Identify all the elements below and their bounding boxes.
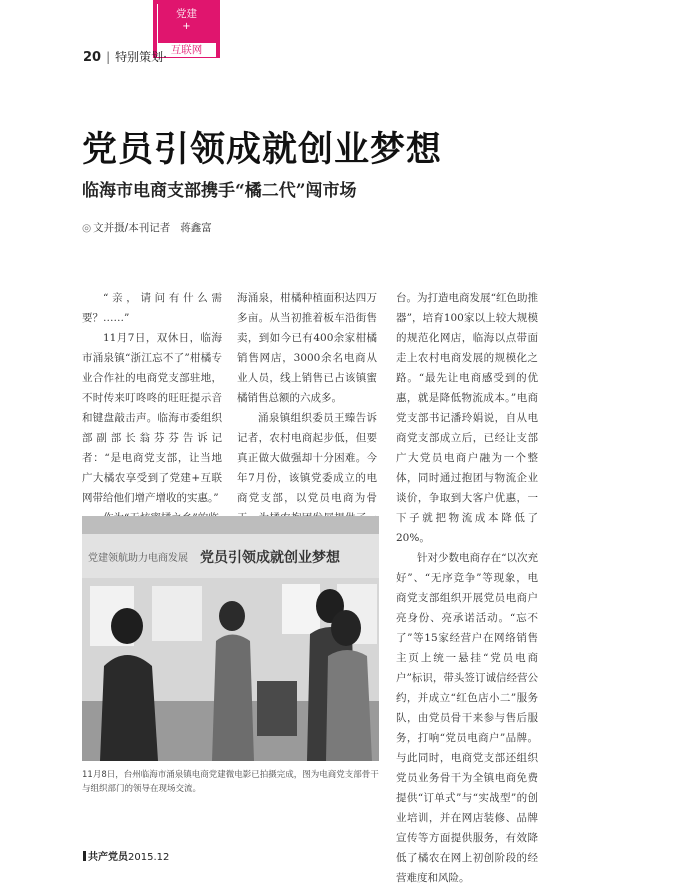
paragraph: 针对少数电商存在“以次充好”、“无序竞争”等现象，电商党支部组织开展党员电商户亮身份、亮承诺活动。“忘不了”等15家经营户在网络销售主页上统一悬挂“党员电商户”标识，带头签订诚信经营公约，并成立“红色店小二”服务队，由党员骨干来参与售后服务，打响“党员电商户”品牌。与此同时，电商党支部还组织党员业务骨干为全镇电商免费提供“订单式”与“实战型”的创业培训，并在网店装修、品牌宣传等方面提供服务，有效降低了橘农在网上初创阶段的经营难度和风险。 xyxy=(396,552,538,884)
article-photo xyxy=(82,516,379,761)
section-name: 特别策划· xyxy=(115,50,167,64)
header-divider: | xyxy=(106,50,111,64)
page-footer xyxy=(83,848,169,863)
article-subtitle: 临海市电商支部携手“橘二代”闯市场 xyxy=(82,181,357,201)
photo-banner-left: 党建领航助力电商发展 xyxy=(88,553,188,564)
text-column-2 xyxy=(237,288,377,548)
text-column-1 xyxy=(82,288,222,528)
byline-credit: 文并摄/本刊记者 xyxy=(93,222,171,234)
page-number: 20 xyxy=(83,50,102,65)
photo-banner-right: 党员引领成就创业梦想 xyxy=(200,550,340,566)
byline xyxy=(82,220,212,235)
article-title: 党员引领成就创业梦想 xyxy=(82,129,443,170)
byline-author: 蒋鑫富 xyxy=(180,222,212,234)
magazine-name: 共产党员 xyxy=(88,852,128,863)
paragraph: 台。为打造电商发展“红色助推器”，培育100家以上较大规模的规范化网店，临海以点带面走上农村电商发展的规模化之路。“最先让电商感受到的优惠，就是降低物流成本。”电商党支部书记潘玲娟说，自从电商党支部成立后，已经让支部广大党员电商户融为一个整体，同时通过抱团与物流企业谈价，争取到大客户优惠，一下子就把物流成本降低了20%。 xyxy=(396,292,538,544)
section-tab-top: 党建 xyxy=(176,8,197,20)
byline-mark: ◎ xyxy=(82,222,92,234)
page-header xyxy=(83,48,167,65)
section-tab-plus: + xyxy=(182,21,191,32)
paragraph: 涌泉镇组织委员王臻告诉记者，农村电商起步低，但要真正做大做强却十分困难。今年7月份，该镇党委成立的电商党支部，以党员电商为骨 xyxy=(237,412,377,504)
text-column-3 xyxy=(396,288,538,888)
footer-logo-mark xyxy=(83,851,86,861)
issue-number: 2015.12 xyxy=(128,852,170,863)
photo-caption: 11月8日，台州临海市涌泉镇电商党建微电影已拍摄完成，图为电商党支部骨干与组织部门的领导在现场交流。 xyxy=(82,770,379,794)
paragraph: 海涌泉，柑橘种植面积达四万多亩。从当初推着板车沿街售卖，到如今已有400余家柑橘销售网店，3000余名电商从业人员，线上销售已占该镇蜜橘销售总额的六成多。 xyxy=(237,292,377,404)
photo-illustration xyxy=(82,516,379,761)
paragraph: “亲，请问有什么需要？……” xyxy=(82,292,222,324)
paragraph: 11月7日，双休日，临海市涌泉镇“浙江忘不了”柑橘专业合作社的电商党支部驻地，不时传来叮咚咚的旺旺提示音和键盘敲击声。临海市委组织部副部长翁芬芬告诉记者：“是电商党支部，让当地广大橘农享受到了党建+互联网带给他们增产增收的实惠。” xyxy=(82,332,222,504)
section-tab-bottom: 互联网 xyxy=(170,44,203,56)
